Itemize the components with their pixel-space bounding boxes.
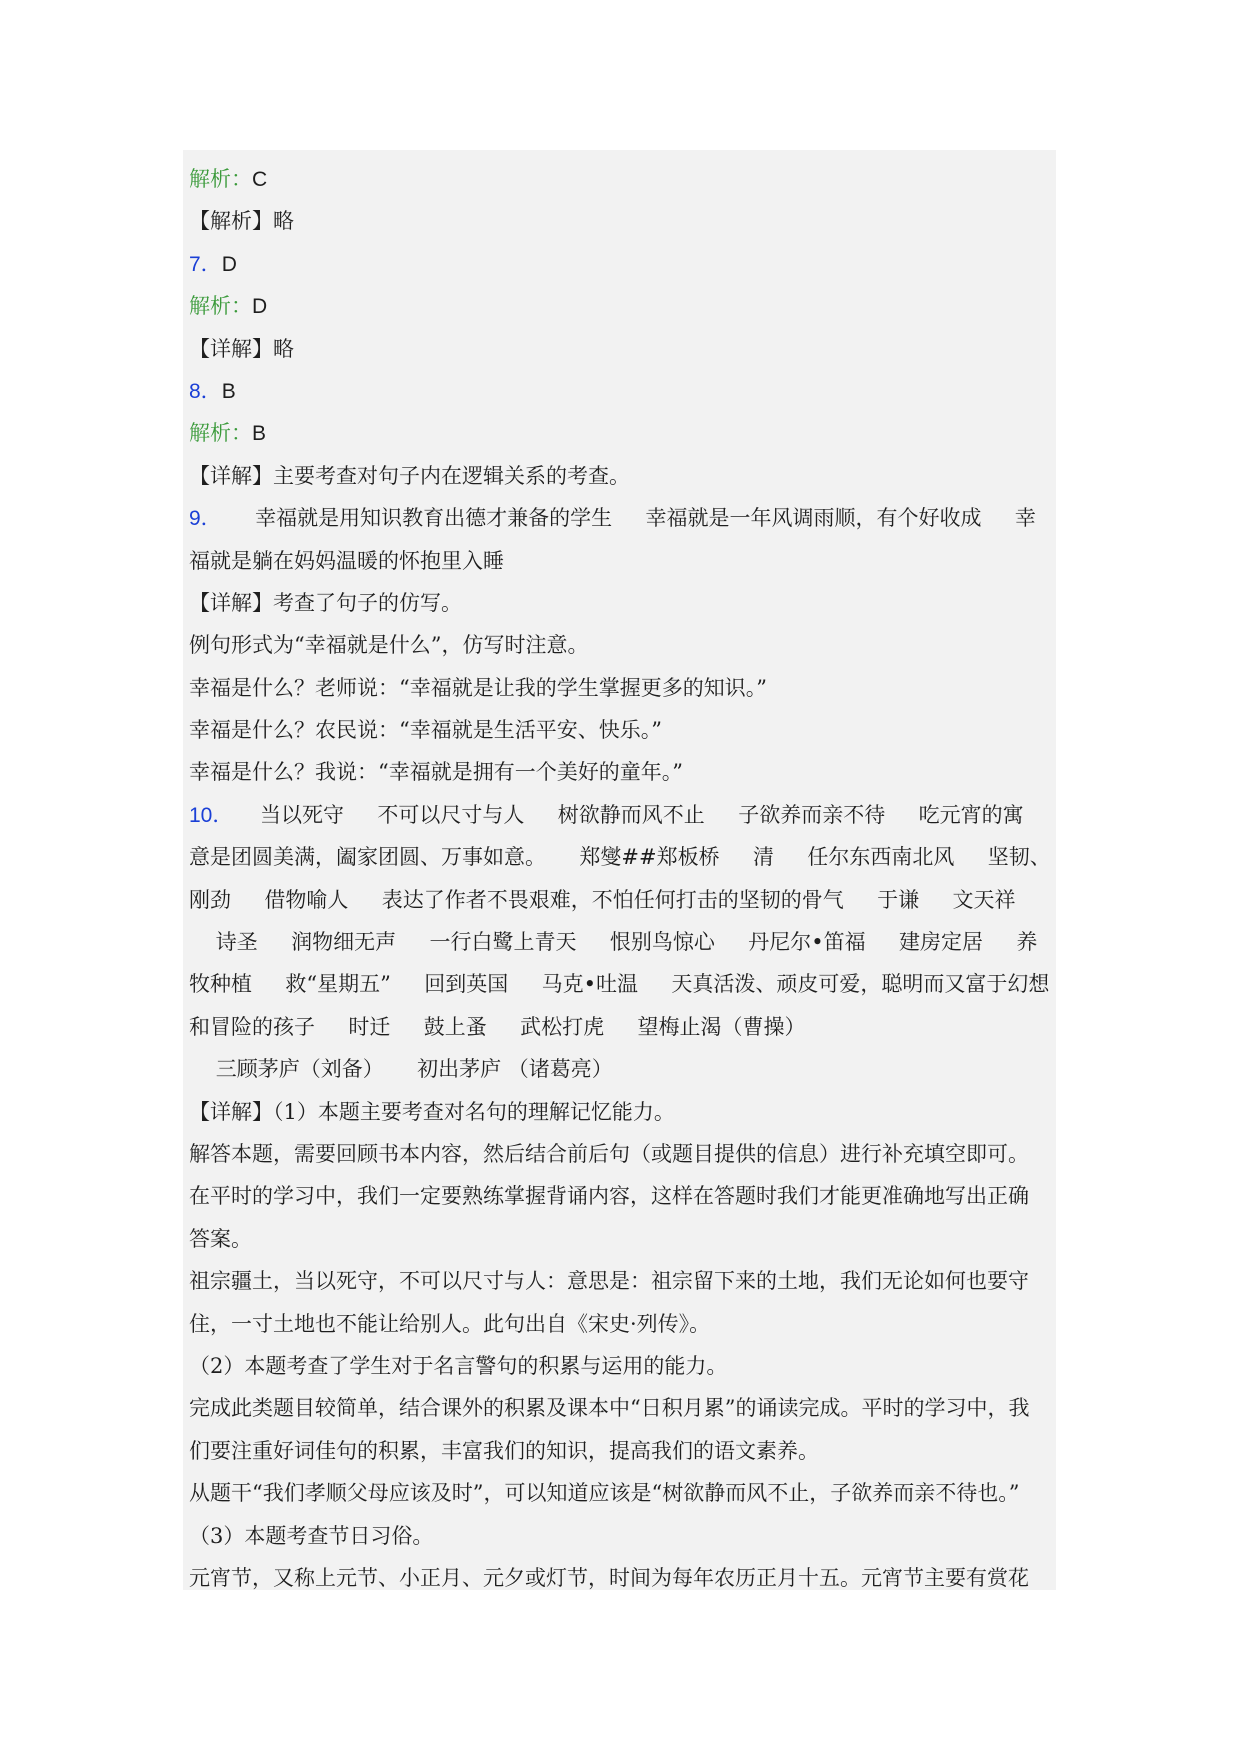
text-line: 住，一寸土地也不能让给别人。此句出自《宋史·列传》。 — [189, 1311, 711, 1336]
jiexi-label: 解析： — [189, 167, 252, 191]
text-line: 和冒险的孩子 时迁 鼓上蚤 武松打虎 望梅止渴（曹操） — [189, 1014, 806, 1039]
text-line: 【详解】考查了句子的仿写。 — [189, 590, 462, 615]
answer-line — [189, 243, 1061, 285]
text-line: 幸福是什么？老师说：“幸福就是让我的学生掌握更多的知识。” — [189, 675, 767, 700]
answer-lines — [189, 158, 1061, 1599]
jiexi-line — [189, 412, 1061, 454]
text-line: 刚劲 借物喻人 表达了作者不畏艰难，不怕任何打击的坚韧的骨气 于谦 文天祥 — [189, 887, 1016, 912]
text-line: 从题干“我们孝顺父母应该及时”，可以知道应该是“树欲静而风不止，子欲养而亲不待也。” — [189, 1481, 1020, 1506]
text-line: 牧种植 救“星期五” 回到英国 马克•吐温 天真活泼、顽皮可爱，聪明而又富于幻想 — [189, 972, 1050, 997]
text-line: 元宵节，又称上元节、小正月、元夕或灯节，时间为每年农历正月十五。元宵节主要有赏花 — [189, 1565, 1029, 1590]
answer-text: 幸福就是用知识教育出德才兼备的学生 幸福就是一年风调雨顺，有个好收成 幸 — [221, 506, 1036, 531]
text-line: 幸福是什么？农民说：“幸福就是生活平安、快乐。” — [189, 718, 662, 743]
numbered-line — [189, 497, 1061, 539]
answer-value: B — [221, 379, 236, 403]
question-number: 8． — [189, 379, 222, 403]
text-line: 意是团圆美满，阖家团圆、万事如意。 郑燮##郑板桥 清 任尔东西南北风 坚韧、 — [189, 845, 1051, 870]
jiexi-value: B — [252, 422, 267, 446]
text-line: 福就是躺在妈妈温暖的怀抱里入睡 — [189, 548, 504, 573]
text-line: 例句形式为“幸福就是什么”，仿写时注意。 — [189, 633, 589, 658]
text-line: 祖宗疆土，当以死守，不可以尺寸与人：意思是：祖宗留下来的土地，我们无论如何也要守 — [189, 1269, 1029, 1294]
text-line: 完成此类题目较简单，结合课外的积累及课本中“日积月累”的诵读完成。平时的学习中，我 — [189, 1396, 1030, 1421]
text-line: 们要注重好词佳句的积累，丰富我们的知识，提高我们的语文素养。 — [189, 1438, 819, 1463]
numbered-line — [189, 794, 1061, 836]
answer-content-block — [183, 150, 1056, 1590]
jiexi-label: 解析： — [189, 294, 252, 319]
text-line: 答案。 — [189, 1226, 252, 1251]
answer-text: 当以死守 不可以尺寸与人 树欲静而风不止 子欲养而亲不待 吃元宵的寓 — [233, 802, 1024, 827]
question-number: 9． — [189, 507, 222, 531]
jiexi-line — [189, 285, 1061, 327]
text-line: 【详解】主要考查对句子内在逻辑关系的考查。 — [189, 463, 630, 488]
jiexi-label: 解析： — [189, 421, 252, 446]
jiexi-value: C — [252, 168, 268, 191]
jiexi-line — [189, 158, 1061, 200]
answer-line — [189, 370, 1061, 412]
text-line: 三顾茅庐（刘备） 初出茅庐 （诸葛亮） — [189, 1057, 613, 1082]
text-line: 诗圣 润物细无声 一行白鹭上青天 恨别鸟惊心 丹尼尔•笛福 建房定居 养 — [189, 930, 1038, 955]
text-line: （3）本题考查节日习俗。 — [189, 1523, 434, 1548]
jiexi-value: D — [252, 295, 268, 319]
text-line: 【解析】略 — [189, 209, 294, 234]
answer-value: D — [221, 252, 237, 276]
text-line: （2）本题考查了学生对于名言警句的积累与运用的能力。 — [189, 1353, 728, 1378]
question-number: 7． — [189, 252, 222, 276]
text-line: 【详解】（1）本题主要考查对名句的理解记忆能力。 — [189, 1099, 675, 1124]
question-number: 10． — [189, 803, 234, 827]
text-line: 【详解】略 — [189, 336, 294, 361]
text-line: 幸福是什么？我说：“幸福就是拥有一个美好的童年。” — [189, 760, 683, 785]
text-line: 在平时的学习中，我们一定要熟练掌握背诵内容，这样在答题时我们才能更准确地写出正确 — [189, 1184, 1029, 1209]
text-line: 解答本题，需要回顾书本内容，然后结合前后句（或题目提供的信息）进行补充填空即可。 — [189, 1141, 1029, 1166]
